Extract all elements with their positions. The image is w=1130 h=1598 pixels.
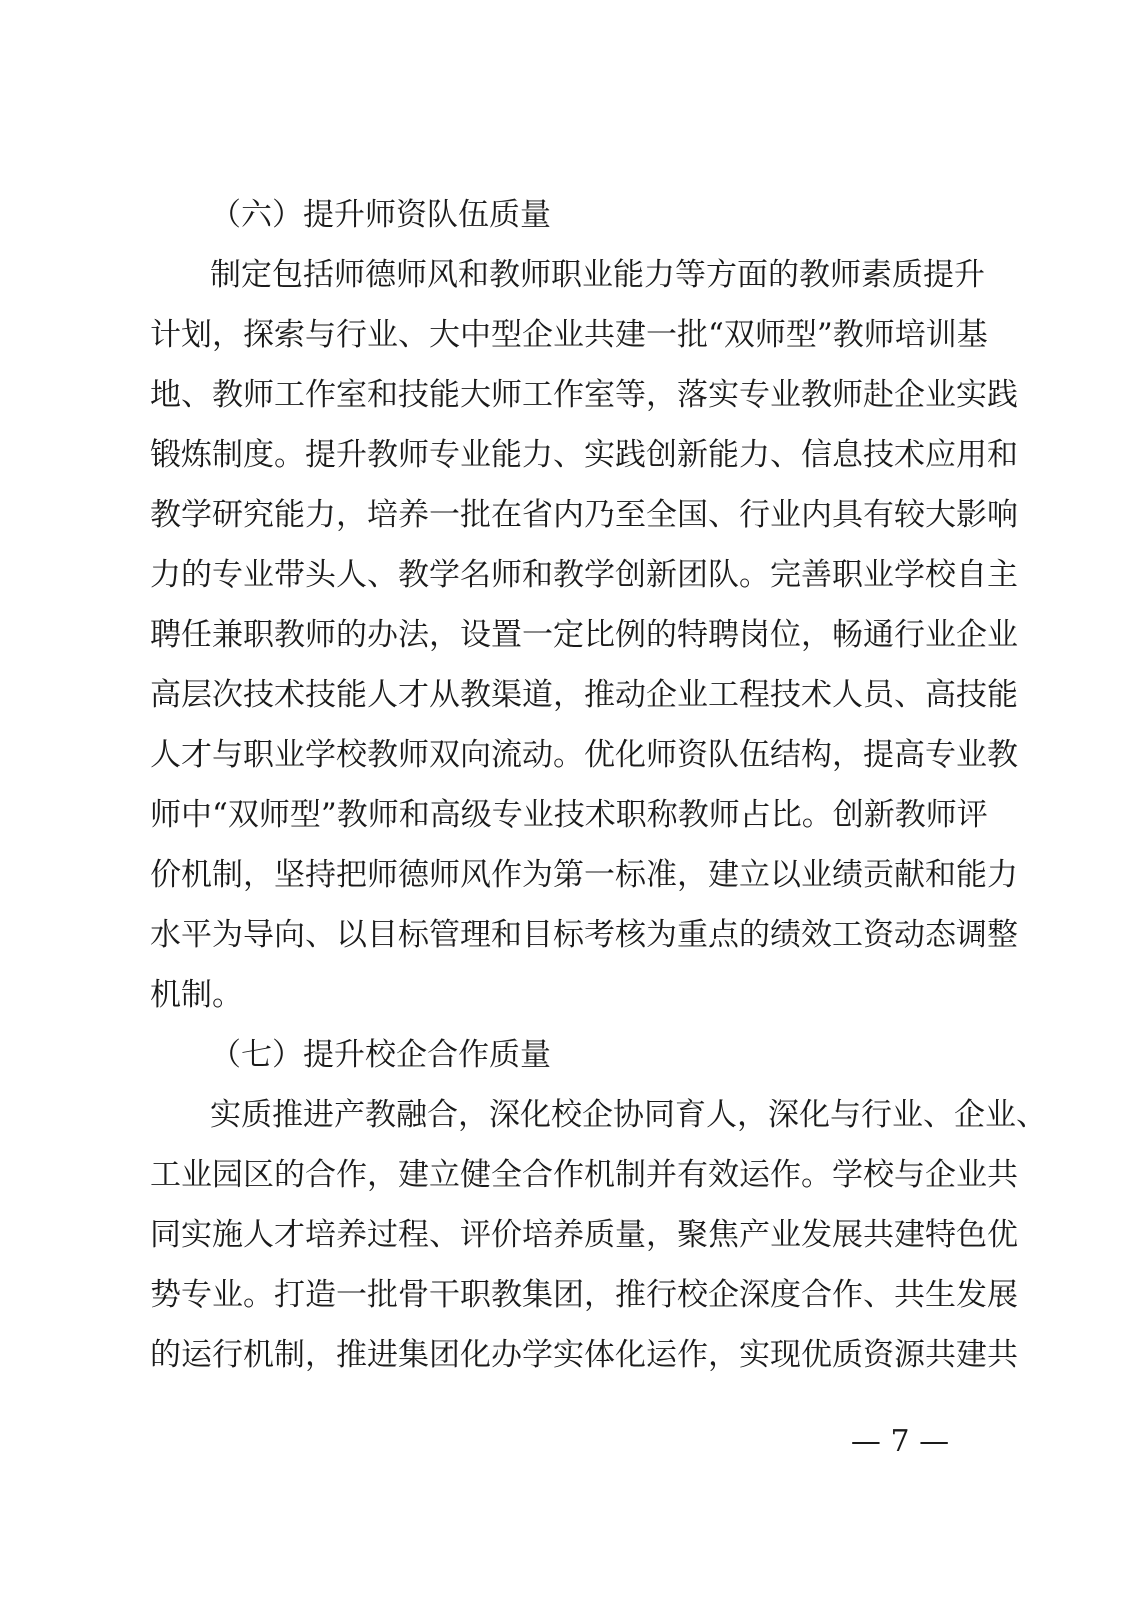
paragraph-line: 水平为导向、以目标管理和目标考核为重点的绩效工资动态调整 [150, 917, 1018, 953]
paragraph-line: 力的专业带头人、教学名师和教学创新团队。完善职业学校自主 [150, 557, 1018, 593]
paragraph-line: 人才与职业学校教师双向流动。优化师资队伍结构，提高专业教 [150, 737, 1018, 773]
paragraph-line: 聘任兼职教师的办法，设置一定比例的特聘岗位，畅通行业企业 [150, 617, 1018, 653]
paragraph-line: 高层次技术技能人才从教渠道，推动企业工程技术人员、高技能 [150, 677, 1018, 713]
paragraph-line: 同实施人才培养过程、评价培养质量，聚焦产业发展共建特色优 [150, 1217, 1018, 1253]
page-number: — 7 — [850, 1424, 950, 1459]
paragraph-line: 机制。 [150, 977, 243, 1013]
section-heading: （六）提升师资队伍质量 [210, 197, 551, 233]
paragraph-line: 计划，探索与行业、大中型企业共建一批“双师型”教师培训基 [150, 317, 988, 353]
paragraph-line: 的运行机制，推进集团化办学实体化运作，实现优质资源共建共 [150, 1337, 1018, 1373]
paragraph-line: 师中“双师型”教师和高级专业技术职称教师占比。创新教师评 [150, 797, 988, 833]
paragraph-line: 价机制，坚持把师德师风作为第一标准，建立以业绩贡献和能力 [150, 857, 1018, 893]
paragraph-line: 锻炼制度。提升教师专业能力、实践创新能力、信息技术应用和 [150, 437, 1018, 473]
paragraph-line: 实质推进产教融合，深化校企协同育人，深化与行业、企业、 [210, 1097, 1047, 1133]
paragraph-line: 势专业。打造一批骨干职教集团，推行校企深度合作、共生发展 [150, 1277, 1018, 1313]
section-heading: （七）提升校企合作质量 [210, 1037, 551, 1073]
paragraph-line: 地、教师工作室和技能大师工作室等，落实专业教师赴企业实践 [150, 377, 1018, 413]
paragraph-line: 工业园区的合作，建立健全合作机制并有效运作。学校与企业共 [150, 1157, 1018, 1193]
paragraph-line: 教学研究能力，培养一批在省内乃至全国、行业内具有较大影响 [150, 497, 1018, 533]
paragraph-line: 制定包括师德师风和教师职业能力等方面的教师素质提升 [210, 257, 985, 293]
